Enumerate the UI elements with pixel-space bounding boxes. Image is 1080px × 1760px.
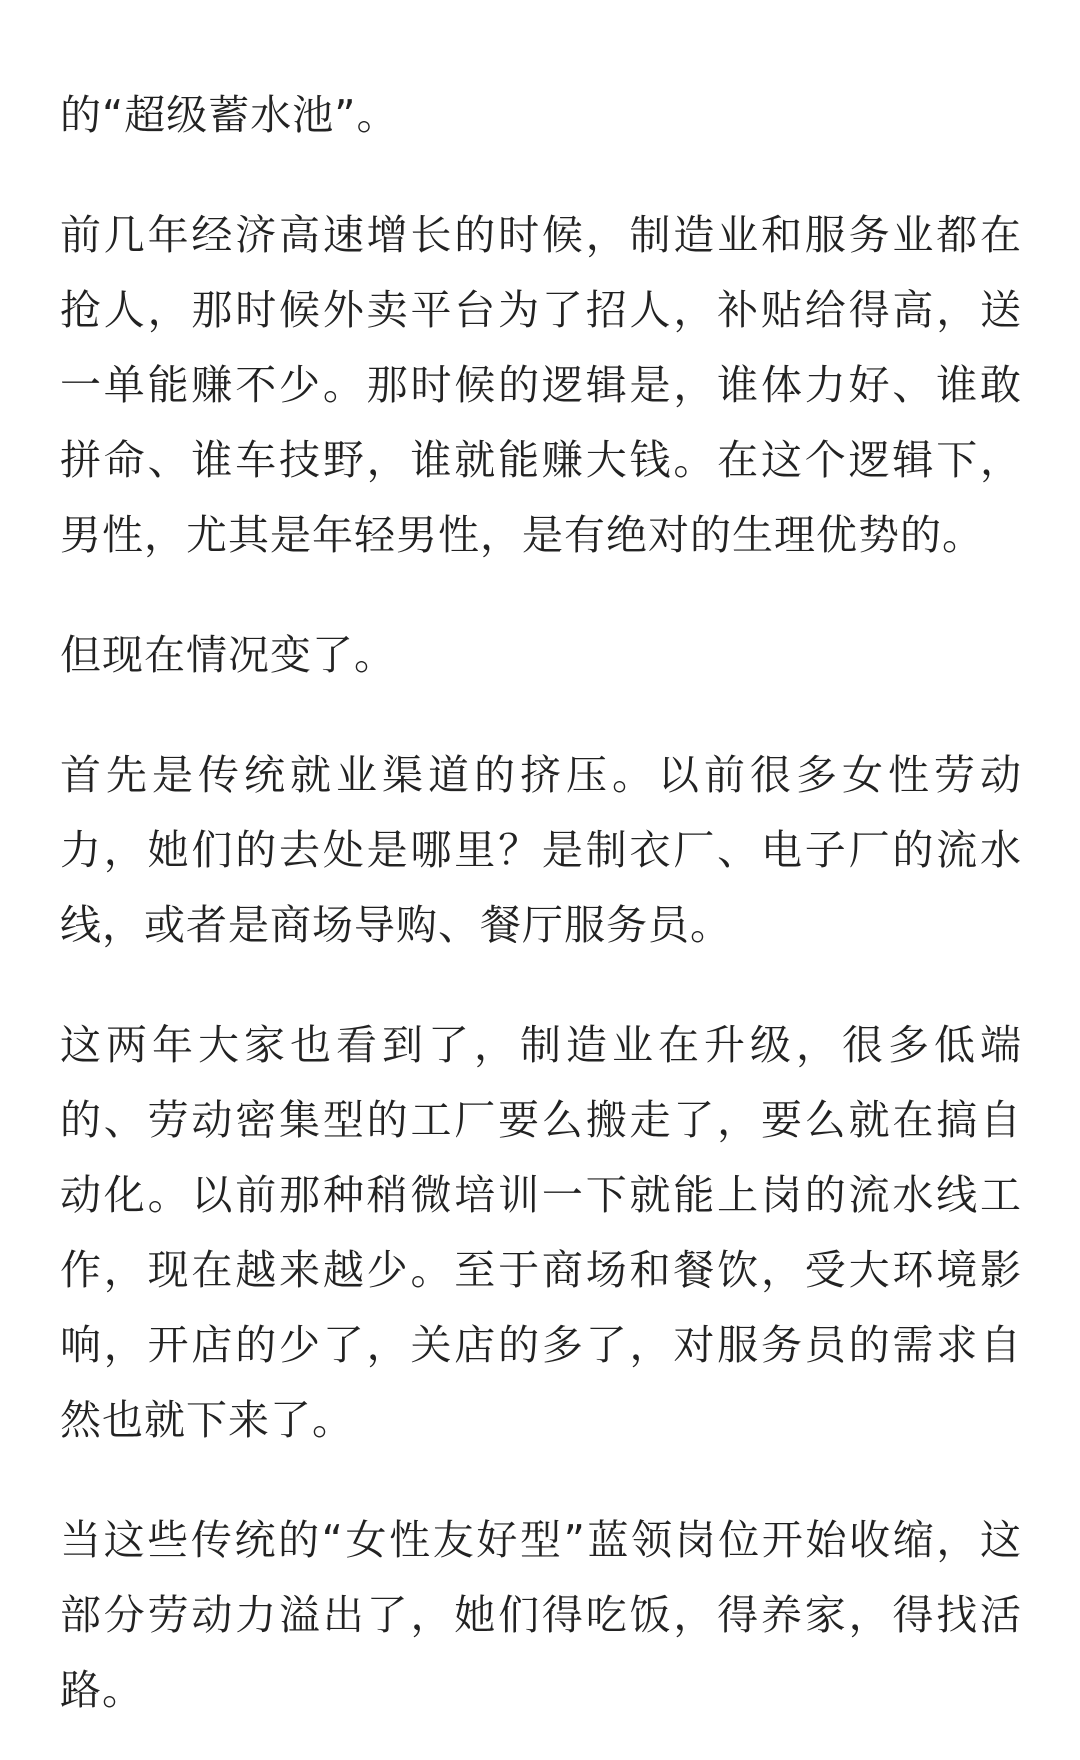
paragraph-4: 首先是传统就业渠道的挤压。以前很多女性劳动力，她们的去处是哪里？是制衣厂、电子厂的流水线，或者是商场导购、餐厅服务员。 [60,751,1022,949]
paragraph-2: 前几年经济高速增长的时候，制造业和服务业都在抢人，那时候外卖平台为了招人，补贴给得高，送一单能赚不少。那时候的逻辑是，谁体力好、谁敢拼命、谁车技野，谁就能赚大钱。在这个逻辑下，男性，尤其是年轻男性，是有绝对的生理优势的。 [60,211,1022,559]
paragraph-5: 这两年大家也看到了，制造业在升级，很多低端的、劳动密集型的工厂要么搬走了，要么就在搞自动化。以前那种稍微培训一下就能上岗的流水线工作，现在越来越少。至于商场和餐饮，受大环境影响，开店的少了，关店的多了，对服务员的需求自然也就下来了。 [60,1021,1022,1444]
paragraph-6: 当这些传统的“女性友好型”蓝领岗位开始收缩，这部分劳动力溢出了，她们得吃饭，得养家，得找活路。 [60,1516,1022,1714]
paragraph-3: 但现在情况变了。 [60,631,396,679]
paragraph-1: 的“超级蓄水池”。 [60,91,399,139]
